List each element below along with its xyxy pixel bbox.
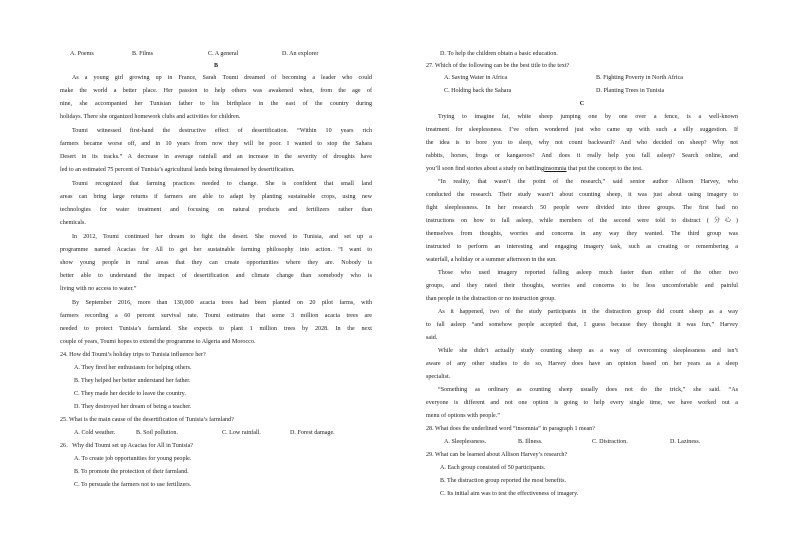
underlined-word-insomnia: insomnia (544, 166, 567, 172)
prev-option-a: A. Poems (70, 51, 94, 57)
q24-option-a: A. They fired her enthusiasm for helping others. (74, 365, 192, 371)
passage-line: rabbits, horses, frogs or kangaroos? And does it really help you fall asleep? Search online, and (426, 153, 738, 159)
passage-line: programme named Acacias for All to get her sustainable farming philosophy into action. “I want to (60, 247, 372, 253)
passage-line: everyone is different and not one option is going to help every single time, we have worked out a (426, 400, 738, 406)
passage-line: instructed to perform an interesting and engaging imagery task, such as creating or remembering a (426, 244, 738, 250)
q26-option-c: C. To persuade the farmers not to use fertilizers. (74, 482, 192, 488)
passage-line: In 2012, Toumi continued her dream to fight the desert. She moved to Tunisia, and set up a (72, 234, 372, 240)
passage-line-insomnia (426, 165, 738, 174)
question-28: 28. What does the underlined word “insomnia” in paragraph 1 mean? (426, 426, 595, 432)
q25-option-b: B. Soil pollution. (136, 430, 178, 436)
passage-line: treatment for sleeplessness. I’ve often wondered just who came up with such a silly suggestion. If (426, 127, 738, 133)
passage-line: better able to understand the impact of desertification and climate change than somebody who is (60, 273, 372, 279)
q24-option-b: B. They helped her better understand her father. (74, 378, 191, 384)
passage-line: living with no access to water.” (60, 286, 137, 292)
q25-option-c: C. Low rainfall. (222, 430, 261, 436)
q28-option-a: A. Sleeplessness. (444, 439, 487, 445)
passage-line: As it happened, two of the study participants in the distraction group did count sheep as a way (438, 309, 738, 315)
passage-line: farmers became worse off, and in 10 years from now they will be poor. I wanted to stop the Sahara (60, 141, 372, 147)
passage-line: “Something as ordinary as counting sheep usually does not do the trick,” she said. “As (438, 387, 738, 393)
passage-line: said. (426, 335, 438, 341)
passage-line: Desert in its tracks.” A decrease in average rainfall and an increase in the severity of droughts have (60, 154, 372, 160)
q27-option-a: A. Saving Water in Africa (444, 75, 508, 81)
q25-option-a: A. Cold weather. (74, 430, 116, 436)
passage-line: specialist. (426, 374, 451, 380)
passage-line: While she didn’t actually study counting sheep as a way of overcoming sleeplessness and isn’t (438, 348, 738, 354)
question-26: 26．Why did Toumi set up Acacias for All in Tunisia? (60, 443, 194, 449)
passage-line: than people in the distraction or no instruction group. (426, 296, 556, 302)
passage-line: holidays. There she organized homework clubs and activities for children. (60, 114, 241, 120)
passage-line: technologies for water treatment and focusing on natural products and fertilizers rather than (60, 207, 372, 213)
passage-text: you’ll soon find stories about a study on battling (426, 166, 545, 172)
passage-line: the idea is to bore you to sleep, why not count backward? And who decided on sheep? Why not (426, 140, 738, 146)
q29-option-c: C. Its initial aim was to test the effectiveness of imagery. (440, 491, 579, 497)
left-column (60, 0, 372, 550)
passage-line: show young people in rural areas that they can create opportunities where they are. Nobody is (60, 260, 372, 266)
q26-option-d: D. To help the children obtain a basic education. (440, 51, 558, 57)
passage-line: groups, and they rated their thoughts, worries and concerns to be less uncomfortable and painful (426, 283, 738, 289)
q28-option-b: B. Illness. (518, 439, 543, 445)
passage-line: couple of years, Toumi hopes to extend the programme to Algeria and Morocco. (60, 339, 256, 345)
q25-option-d: D. Forest damage. (290, 430, 335, 436)
passage-line: needed to protect Tunisia’s farmland. She expects to plant 1 million trees by 2028. In the next (60, 326, 372, 332)
question-29: 29. What can be learned about Allison Harvey’s research? (426, 452, 568, 458)
q27-option-d: D. Planting Trees in Tunisia (596, 88, 665, 94)
passage-line: farmers recording a 60 percent survival rate. Toumi estimates that some 3 million acacia trees are (60, 313, 372, 319)
passage-line: Trying to imagine fat, white sheep jumping one by one over a fence, is a well-known (438, 114, 738, 120)
q28-option-d: D. Laziness. (670, 439, 701, 445)
passage-line: aware of any other studies to do so, Harvey does have an opinion based on her years as a sleep (426, 361, 738, 367)
passage-line: instructions on how to fall asleep, while members of the second were told to distract (分心) (426, 218, 738, 224)
passage-line: themselves from thoughts, worries and concerns in any way they wanted. The third group was (426, 231, 738, 237)
passage-line: make the world a better place. Her passion to help others was awakened when, from the age of (60, 88, 372, 94)
right-column (426, 0, 738, 550)
q24-option-d: D. They destroyed her dream of being a teacher. (74, 404, 192, 410)
passage-line: chemicals. (60, 220, 86, 226)
section-label-c: C (579, 101, 585, 107)
passage-line: nine, she accompanied her Tunisian father to his birthplace in the east of the country during (60, 101, 372, 107)
passage-line: waterfall, a holiday or a summer afternoon in the sun. (426, 257, 557, 263)
q29-option-b: B. The distraction group reported the most benefits. (440, 478, 566, 484)
prev-option-d: D. An explorer (282, 51, 319, 57)
passage-line: Toumi witnessed first-hand the destructive effect of desertification. “Within 10 years rich (72, 128, 372, 134)
passage-line: Those who used imagery reported falling asleep much faster than either of the other two (438, 270, 738, 276)
passage-line: Toumi recognized that farming practices needed to change. She is confident that small land (72, 181, 372, 187)
question-27: 27. Which of the following can be the best title to the text? (426, 63, 570, 69)
question-25: 25. What is the main cause of the desertification of Tunisia’s farmland? (60, 417, 234, 423)
passage-line: By September 2016, more than 130,000 acacia trees had been planted on 20 pilot farms, with (72, 300, 372, 306)
prev-option-b: B. Films (132, 51, 153, 57)
passage-line: to fall asleep “and somehow people accepted that, I guess because they thought it was fun,” Harvey (426, 322, 738, 328)
passage-line: “In reality, that wasn’t the point of the research,” said senior author Allison Harvey, who (438, 179, 738, 185)
passage-line: fight sleeplessness. In her research 50 people were divided into three groups. The first had no (426, 205, 738, 211)
q24-option-c: C. They made her decide to leave the country. (74, 391, 186, 397)
q26-option-b: B. To promote the protection of their farmland. (74, 469, 189, 475)
passage-line: menu of options with people.” (426, 413, 500, 419)
passage-line: areas can bring large returns if farmers are able to adapt by planting sustainable crops, using new (60, 194, 372, 200)
passage-line: As a young girl growing up in France, Sarah Toumi dreamed of becoming a leader who could (72, 75, 372, 81)
section-label-b: B (213, 63, 219, 69)
q26-option-a: A. To create job opportunities for young people. (74, 456, 192, 462)
passage-line: led to an estimated 75 percent of Tunisia’s agricultural lands being threatened by desertification. (60, 167, 295, 173)
q28-option-c: C. Distraction. (592, 439, 628, 445)
q29-option-a: A. Each group consisted of 50 participants. (440, 465, 546, 471)
question-24: 24. How did Toumi’s holiday trips to Tunisia influence her? (60, 352, 206, 358)
prev-option-c: C. A general (208, 51, 239, 57)
passage-line: conducted the research. Their study wasn’t about counting sheep, it was just about using imagery to (426, 192, 738, 198)
q27-option-c: C. Holding back the Sahara (444, 88, 512, 94)
q27-option-b: B. Fighting Poverty in North Africa (596, 75, 683, 81)
passage-text: that put the concept to the test. (566, 166, 643, 172)
